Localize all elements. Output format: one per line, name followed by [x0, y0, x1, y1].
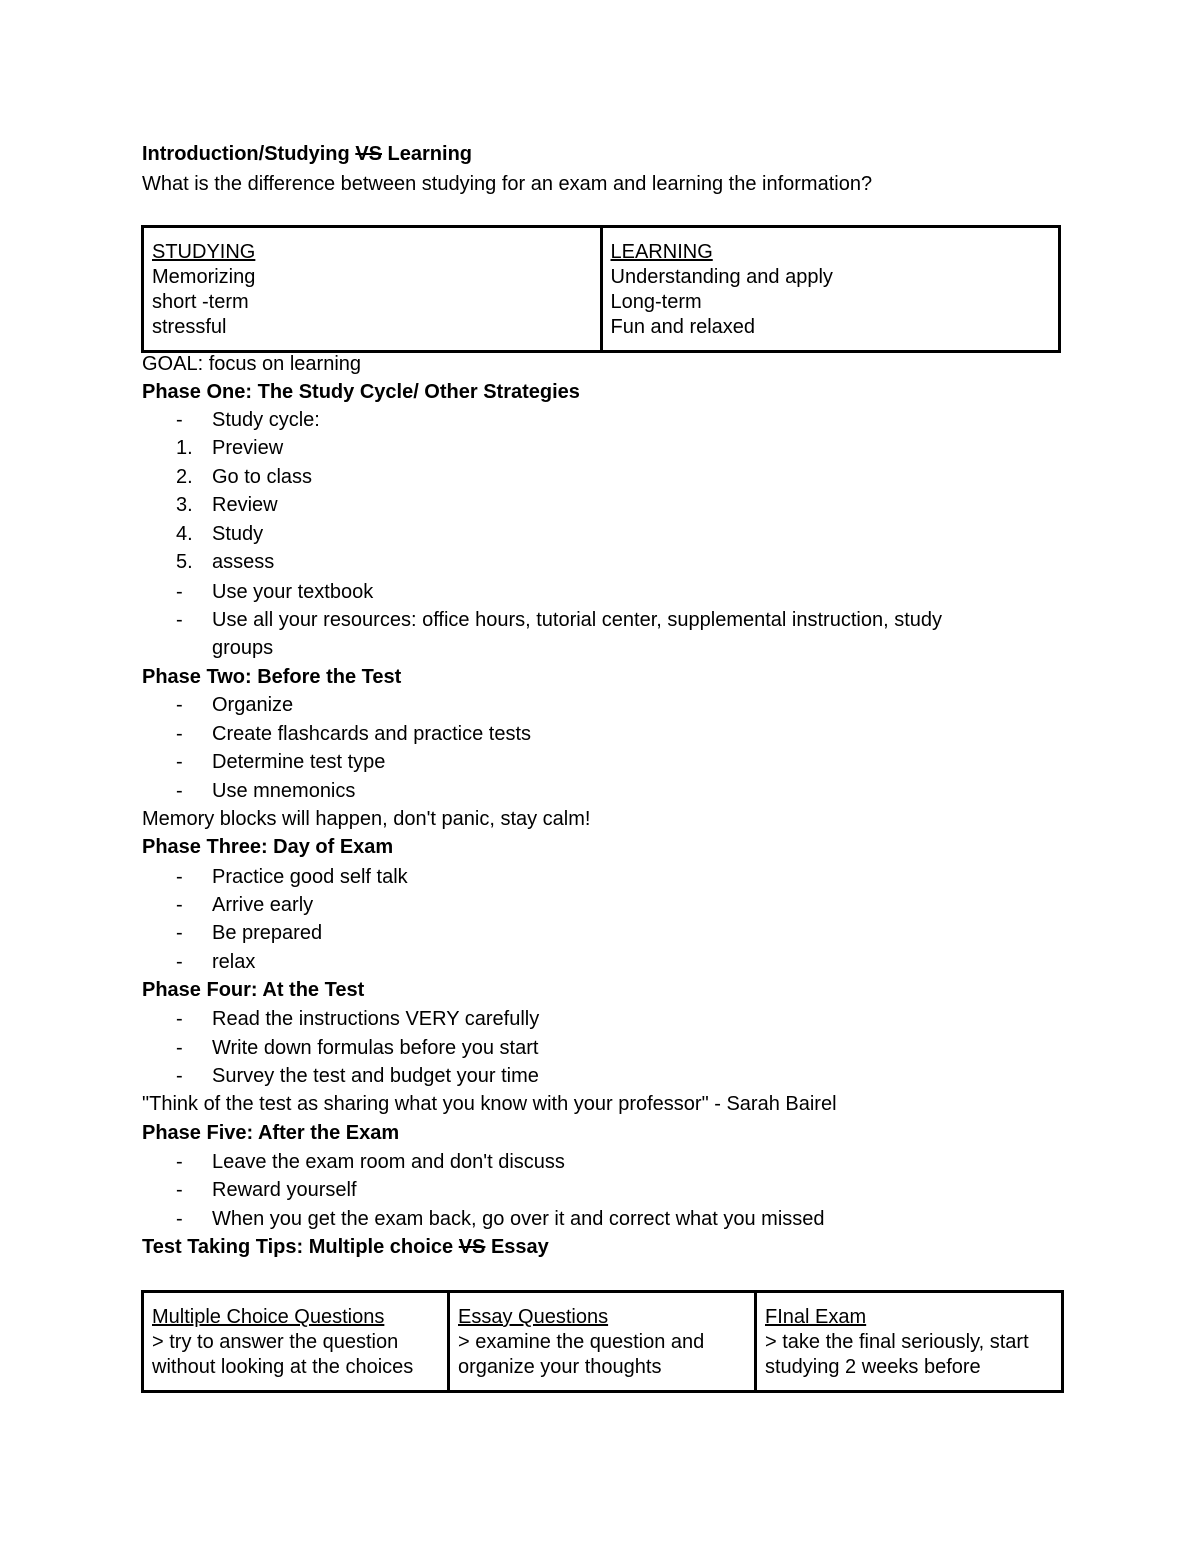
cycle-step: Preview [212, 437, 284, 459]
list-item: Study cycle: [212, 409, 320, 431]
learning-line: Long-term [610, 291, 702, 313]
tips-heading-vs: VS [458, 1236, 486, 1258]
multiple-choice-line: without looking at the choices [152, 1356, 414, 1378]
learning-line: Fun and relaxed [610, 316, 756, 338]
list-item: Leave the exam room and don't discuss [212, 1151, 565, 1173]
list-item: Read the instructions VERY carefully [212, 1008, 540, 1030]
list-dash: - [176, 866, 183, 888]
list-item-continuation: groups [212, 637, 274, 659]
list-item: Organize [212, 694, 294, 716]
list-item: Reward yourself [212, 1179, 357, 1201]
list-number: 2. [176, 466, 193, 488]
phase-five-heading: Phase Five: After the Exam [142, 1122, 400, 1144]
list-number: 5. [176, 551, 193, 573]
tips-heading [142, 1235, 549, 1259]
phase-one-heading: Phase One: The Study Cycle/ Other Strategies [142, 381, 580, 403]
list-dash: - [176, 1208, 183, 1230]
final-exam-line: > take the final seriously, start [765, 1331, 1029, 1353]
list-number: 3. [176, 494, 193, 516]
list-item: relax [212, 951, 256, 973]
studying-header: STUDYING [152, 241, 256, 263]
essay-header: Essay Questions [458, 1306, 609, 1328]
list-item: Practice good self talk [212, 866, 408, 888]
cycle-step: Go to class [212, 466, 313, 488]
multiple-choice-cell [143, 1292, 449, 1392]
list-item: Survey the test and budget your time [212, 1065, 539, 1087]
intro-title [142, 142, 472, 166]
tips-heading-part1: Test Taking Tips: Multiple choice [142, 1236, 459, 1258]
list-dash: - [176, 1008, 183, 1030]
list-item: Write down formulas before you start [212, 1037, 539, 1059]
list-item: Be prepared [212, 922, 323, 944]
list-number: 1. [176, 437, 193, 459]
test-tips-table [141, 1290, 1064, 1393]
studying-line: Memorizing [152, 266, 256, 288]
multiple-choice-header: Multiple Choice Questions [152, 1306, 385, 1328]
intro-title-vs: VS [355, 143, 382, 165]
essay-line: organize your thoughts [458, 1356, 662, 1378]
final-exam-header: FInal Exam [765, 1306, 867, 1328]
list-item: Use all your resources: office hours, tutorial center, supplemental instruction, study [212, 609, 942, 631]
cycle-step: Study [212, 523, 264, 545]
intro-title-part2: Learning [382, 143, 473, 165]
list-dash: - [176, 780, 183, 802]
studying-line: short -term [152, 291, 249, 313]
list-dash: - [176, 1179, 183, 1201]
list-dash: - [176, 723, 183, 745]
list-dash: - [176, 409, 183, 431]
list-dash: - [176, 581, 183, 603]
learning-line: Understanding and apply [610, 266, 833, 288]
list-item: When you get the exam back, go over it and correct what you missed [212, 1208, 825, 1230]
list-dash: - [176, 1065, 183, 1087]
list-item: Arrive early [212, 894, 314, 916]
essay-cell [449, 1292, 756, 1392]
learning-header: LEARNING [610, 241, 713, 263]
essay-line: > examine the question and [458, 1331, 705, 1353]
list-item: Use your textbook [212, 581, 374, 603]
list-dash: - [176, 951, 183, 973]
quote-text: "Think of the test as sharing what you know with your professor" - Sarah Bairel [142, 1093, 837, 1115]
list-number: 4. [176, 523, 193, 545]
list-dash: - [176, 1037, 183, 1059]
phase-four-heading: Phase Four: At the Test [142, 979, 365, 1001]
phase-three-heading: Phase Three: Day of Exam [142, 836, 394, 858]
learning-cell [601, 227, 1060, 352]
intro-question: What is the difference between studying for an exam and learning the information? [142, 173, 873, 195]
tips-heading-part2: Essay [485, 1236, 549, 1258]
goal-text: GOAL: focus on learning [142, 353, 362, 375]
phase-two-heading: Phase Two: Before the Test [142, 666, 402, 688]
list-dash: - [176, 894, 183, 916]
final-exam-line: studying 2 weeks before [765, 1356, 981, 1378]
cycle-step: Review [212, 494, 278, 516]
studying-line: stressful [152, 316, 227, 338]
studying-vs-learning-table [141, 225, 1061, 353]
list-item: Use mnemonics [212, 780, 356, 802]
list-dash: - [176, 694, 183, 716]
list-dash: - [176, 751, 183, 773]
list-dash: - [176, 609, 183, 631]
final-exam-cell [756, 1292, 1063, 1392]
list-item: Determine test type [212, 751, 386, 773]
list-item: Create flashcards and practice tests [212, 723, 532, 745]
cycle-step: assess [212, 551, 275, 573]
intro-title-part1: Introduction/Studying [142, 143, 356, 165]
list-dash: - [176, 922, 183, 944]
multiple-choice-line: > try to answer the question [152, 1331, 399, 1353]
list-dash: - [176, 1151, 183, 1173]
studying-cell [143, 227, 602, 352]
memory-note: Memory blocks will happen, don't panic, stay calm! [142, 808, 591, 830]
